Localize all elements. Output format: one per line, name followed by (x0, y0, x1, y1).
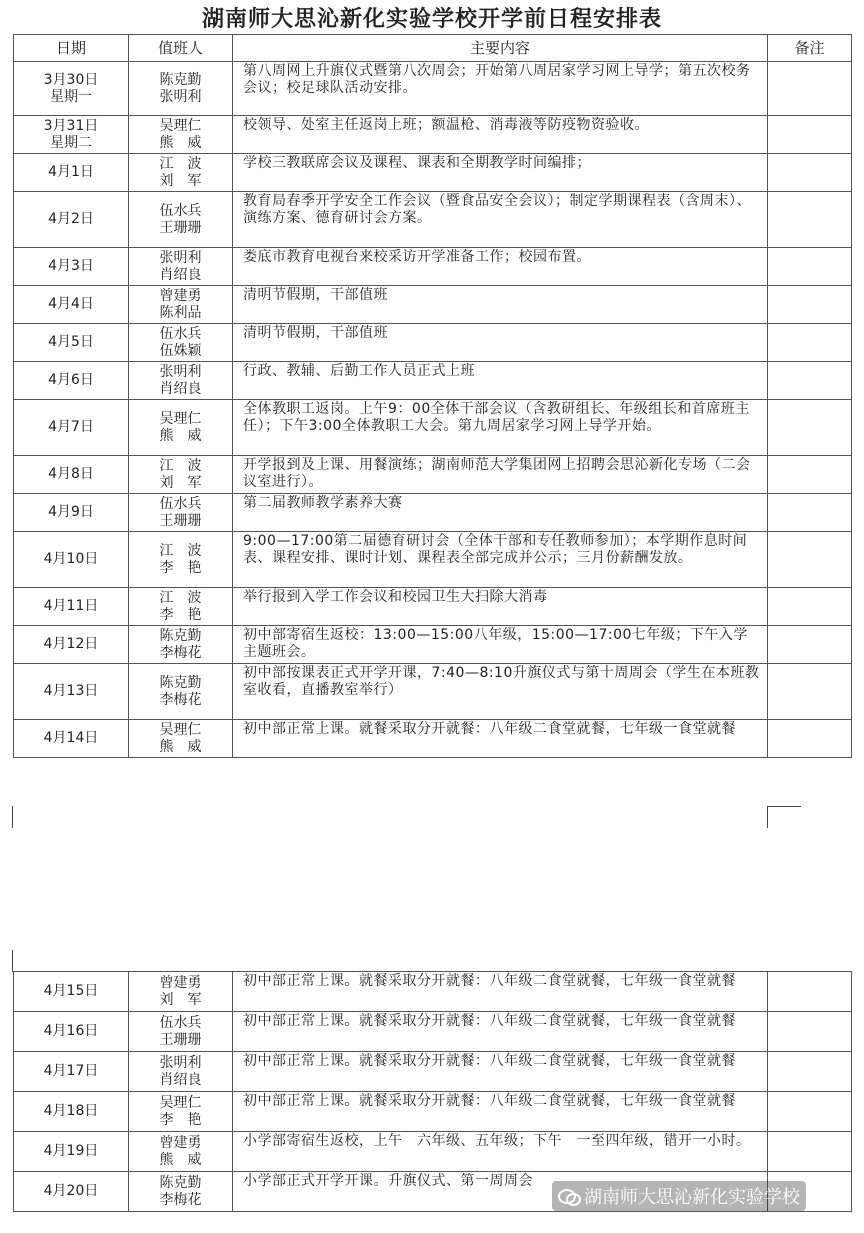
row-duty: 吴理仁 熊 威 (129, 116, 233, 154)
row-note (768, 1132, 852, 1172)
table-row (14, 154, 852, 192)
row-content: 清明节假期，干部值班 (233, 324, 768, 362)
watermark-text: 湖南师大思沁新化实验学校 (584, 1187, 800, 1208)
row-content: 初中部正常上课。就餐采取分开就餐：八年级二食堂就餐，七年级一食堂就餐 (233, 720, 768, 758)
row-date: 4月18日 (14, 1092, 129, 1132)
row-duty: 陈克勤 张明利 (129, 62, 233, 116)
row-duty: 张明利 肖绍良 (129, 362, 233, 400)
table-row (14, 1092, 852, 1132)
crop-mark-bottom-left (12, 950, 13, 972)
row-note (768, 532, 852, 588)
row-note (768, 154, 852, 192)
row-duty: 陈克勤 李梅花 (129, 1172, 233, 1212)
row-note (768, 626, 852, 664)
row-content: 小学部正式开学开课。升旗仪式、第一周周会 (233, 1172, 768, 1212)
row-date: 4月20日 (14, 1172, 129, 1212)
table-row (14, 324, 852, 362)
table-row (14, 62, 852, 116)
table-row (14, 1012, 852, 1052)
table-row (14, 1052, 852, 1092)
row-note (768, 62, 852, 116)
row-duty: 伍水兵 王珊珊 (129, 192, 233, 248)
table-row (14, 192, 852, 248)
row-duty: 曾建勇 刘 军 (129, 972, 233, 1012)
row-duty: 张明利 肖绍良 (129, 1052, 233, 1092)
row-content: 娄底市教育电视台来校采访开学准备工作；校园布置。 (233, 248, 768, 286)
row-date: 3月31日 星期二 (14, 116, 129, 154)
table-row (14, 1132, 852, 1172)
schedule-table-page1 (13, 34, 852, 758)
row-note (768, 720, 852, 758)
row-content: 第二届教师教学素养大赛 (233, 494, 768, 532)
row-date: 4月14日 (14, 720, 129, 758)
row-content: 全体教职工返岗。上午9：00全体干部会议（含教研组长、年级组长和首席班主任）；下午3:00全体教职工大会。第九周居家学习网上导学开始。 (233, 400, 768, 456)
row-note (768, 456, 852, 494)
table-row (14, 720, 852, 758)
row-duty: 曾建勇 陈利品 (129, 286, 233, 324)
row-content: 第八周网上升旗仪式暨第八次周会；开始第八周居家学习网上导学；第五次校务会议；校足球队活动安排。 (233, 62, 768, 116)
header-note: 备注 (768, 35, 852, 62)
table-row (14, 532, 852, 588)
row-content: 教育局春季开学安全工作会议（暨食品安全会议）；制定学期课程表（含周末）、演练方案、德育研讨会方案。 (233, 192, 768, 248)
row-content: 初中部正常上课。就餐采取分开就餐：八年级二食堂就餐，七年级一食堂就餐 (233, 1012, 768, 1052)
table-row (14, 248, 852, 286)
row-date: 4月7日 (14, 400, 129, 456)
row-note (768, 248, 852, 286)
row-note (768, 494, 852, 532)
row-content: 学校三教联席会议及课程、课表和全期教学时间编排； (233, 154, 768, 192)
row-date: 4月5日 (14, 324, 129, 362)
row-content: 行政、教辅、后勤工作人员正式上班 (233, 362, 768, 400)
row-date: 4月1日 (14, 154, 129, 192)
row-date: 4月3日 (14, 248, 129, 286)
row-note (768, 1052, 852, 1092)
row-note (768, 1012, 852, 1052)
row-duty: 江 波 刘 军 (129, 154, 233, 192)
table-row (14, 494, 852, 532)
row-note (768, 286, 852, 324)
header-date: 日期 (14, 35, 129, 62)
row-content: 校领导、处室主任返岗上班；额温枪、消毒液等防疫物资验收。 (233, 116, 768, 154)
crop-mark-right-h (767, 806, 801, 807)
row-content: 9:00—17:00第二届德育研讨会（全体干部和专任教师参加）；本学期作息时间表、课程安排、课时计划、课程表全部完成并公示；三月份薪酬发放。 (233, 532, 768, 588)
row-duty: 陈克勤 李梅花 (129, 626, 233, 664)
table-row (14, 588, 852, 626)
row-duty: 吴理仁 李 艳 (129, 1092, 233, 1132)
row-date: 4月12日 (14, 626, 129, 664)
table-header-row (14, 35, 852, 62)
header-content: 主要内容 (233, 35, 768, 62)
row-duty: 张明利 肖绍良 (129, 248, 233, 286)
row-content: 初中部按课表正式开学开课，7:40—8:10升旗仪式与第十周周会（学生在本班教室收看，直播教室举行） (233, 664, 768, 720)
row-note (768, 324, 852, 362)
row-content: 举行报到入学工作会议和校园卫生大扫除大消毒 (233, 588, 768, 626)
wechat-watermark (552, 1181, 806, 1211)
row-date: 3月30日 星期一 (14, 62, 129, 116)
row-note (768, 972, 852, 1012)
row-duty: 江 波 李 艳 (129, 532, 233, 588)
row-date: 4月17日 (14, 1052, 129, 1092)
table-row (14, 362, 852, 400)
table-row (14, 116, 852, 154)
row-duty: 江 波 李 艳 (129, 588, 233, 626)
row-duty: 江 波 刘 军 (129, 456, 233, 494)
row-note (768, 588, 852, 626)
row-note (768, 192, 852, 248)
row-date: 4月8日 (14, 456, 129, 494)
page-title: 湖南师大思沁新化实验学校开学前日程安排表 (201, 7, 662, 32)
row-note (768, 400, 852, 456)
row-content: 初中部正常上课。就餐采取分开就餐：八年级二食堂就餐，七年级一食堂就餐 (233, 1052, 768, 1092)
row-content: 初中部正常上课。就餐采取分开就餐：八年级二食堂就餐，七年级一食堂就餐 (233, 1092, 768, 1132)
row-date: 4月4日 (14, 286, 129, 324)
table-row (14, 456, 852, 494)
row-date: 4月9日 (14, 494, 129, 532)
schedule-table-page2 (13, 971, 852, 1212)
row-duty: 吴理仁 熊 威 (129, 720, 233, 758)
row-note (768, 1092, 852, 1132)
row-duty: 伍水兵 伍姝颖 (129, 324, 233, 362)
row-date: 4月10日 (14, 532, 129, 588)
row-duty: 伍水兵 王珊珊 (129, 494, 233, 532)
row-content: 开学报到及上课、用餐演练；湖南师范大学集团网上招聘会思沁新化专场（二会议室进行）。 (233, 456, 768, 494)
table-row (14, 664, 852, 720)
row-note (768, 116, 852, 154)
table-row (14, 972, 852, 1012)
row-date: 4月6日 (14, 362, 129, 400)
row-duty: 伍水兵 王珊珊 (129, 1012, 233, 1052)
row-duty: 吴理仁 熊 威 (129, 400, 233, 456)
row-date: 4月13日 (14, 664, 129, 720)
table-row (14, 286, 852, 324)
row-date: 4月2日 (14, 192, 129, 248)
row-content: 清明节假期，干部值班 (233, 286, 768, 324)
row-duty: 曾建勇 熊 威 (129, 1132, 233, 1172)
row-content: 小学部寄宿生返校，上午 六年级、五年级；下午 一至四年级，错开一小时。 (233, 1132, 768, 1172)
row-note (768, 664, 852, 720)
table-row (14, 626, 852, 664)
row-date: 4月16日 (14, 1012, 129, 1052)
row-date: 4月19日 (14, 1132, 129, 1172)
row-date: 4月15日 (14, 972, 129, 1012)
row-duty: 陈克勤 李梅花 (129, 664, 233, 720)
row-date: 4月11日 (14, 588, 129, 626)
table-row (14, 400, 852, 456)
row-content: 初中部正常上课。就餐采取分开就餐：八年级二食堂就餐，七年级一食堂就餐 (233, 972, 768, 1012)
row-note (768, 362, 852, 400)
wechat-icon (558, 1187, 580, 1205)
crop-mark-right-v (767, 806, 768, 828)
crop-mark-left (12, 806, 13, 828)
header-duty: 值班人 (129, 35, 233, 62)
row-content: 初中部寄宿生返校：13:00—15:00八年级，15:00—17:00七年级；下午入学主题班会。 (233, 626, 768, 664)
